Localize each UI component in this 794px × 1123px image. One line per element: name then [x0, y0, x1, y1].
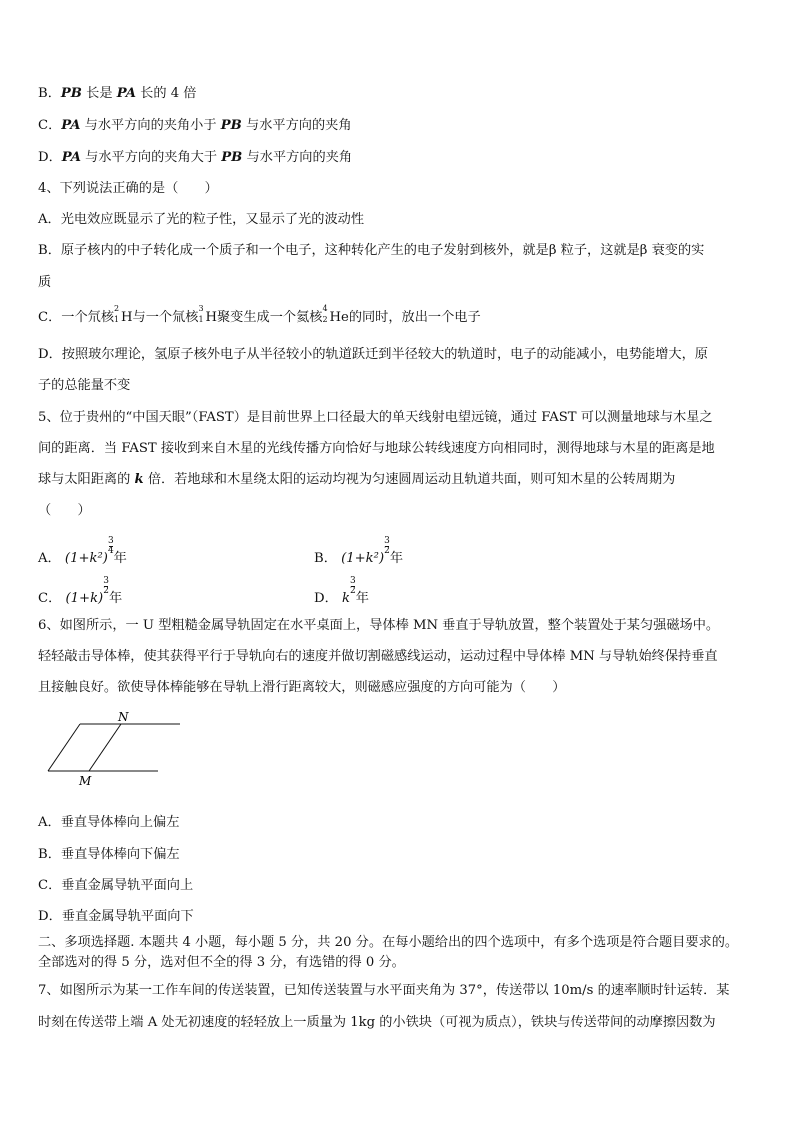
- q6-option-b: B．垂直导体棒向下偏左: [38, 847, 180, 862]
- q4-option-c: C．一个氘核 2 1 H与一个氚核 3 1 H聚变生成一个氦核 4 2 He的同时，放出一个电子: [38, 304, 481, 325]
- q7-stem-line1: 7、如图所示为某一工作车间的传送装置，已知传送装置与水平面夹角为 37°，传送带以 10m/s 的速率顺时针运转．某: [38, 983, 730, 998]
- q6-option-c: C．垂直金属导轨平面向上: [38, 878, 194, 893]
- section2-heading-line2: 全部选对的得 5 分，选对但不全的得 3 分，有选错的得 0 分。: [38, 955, 405, 970]
- q6-option-d: D．垂直金属导轨平面向下: [38, 909, 194, 924]
- q5-option-a: A． (1+k²) $\frac{3}{4}$ 年: [38, 536, 127, 566]
- q5-stem-line2: 间的距离．当 FAST 接收到来自木星的光线传播方向恰好与地球公转线速度方向相同时，测得地球与木星的距离是地: [38, 441, 715, 456]
- q6-stem-line2: 轻轻敲击导体棒，使其获得平行于导轨向右的速度并做切割磁感线运动，运动过程中导体棒 MN 与导轨始终保持垂直: [38, 649, 718, 664]
- rod-mn: [89, 724, 121, 771]
- helium-nucleus: 4 2 He: [322, 304, 349, 325]
- q7-stem-line2: 时刻在传送带上端 A 处无初速度的轻轻放上一质量为 1kg 的小铁块（可视为质点），铁块与传送带间的动摩擦因数为: [38, 1015, 716, 1030]
- rail-end: [48, 724, 80, 771]
- q5-option-b: B． (1+k²) $\frac{3}{2}$ 年: [314, 536, 404, 566]
- q4-option-d: D．按照玻尔理论，氢原子核外电子从半径较小的轨道跃迁到半径较大的轨道时，电子的动能减小，电势能增大，原: [38, 347, 708, 362]
- q4-stem: 4、下列说法正确的是（ ）: [38, 181, 218, 196]
- q5-stem-line1: 5、位于贵州的“中国天眼”（FAST）是目前世界上口径最大的单天线射电望远镜，通过 FAST 可以测量地球与木星之: [38, 410, 713, 425]
- q5-stem-line3: 球与太阳距离的 k 倍．若地球和木星绕太阳的运动均视为匀速圆周运动且轨道共面，则可知木星的公转周期为: [38, 472, 676, 487]
- section2-heading-line1: 二、多项选择题. 本题共 4 小题，每小题 5 分，共 20 分。在每小题给出的四个选项中，有多个选项是符合题目要求的。: [38, 935, 739, 950]
- deuterium-nucleus: 2 1 H: [114, 304, 133, 325]
- q4-option-d-cont: 子的总能量不变: [38, 378, 131, 393]
- q3-option-d: D．PA 与水平方向的夹角大于 PB 与水平方向的夹角: [38, 150, 353, 165]
- tritium-nucleus: 3 1 H: [198, 304, 217, 325]
- q6-stem-line1: 6、如图所示，一 U 型粗糙金属导轨固定在水平桌面上，导体棒 MN 垂直于导轨放置，整个装置处于某匀强磁场中。: [38, 618, 720, 633]
- label-m: M: [79, 774, 92, 788]
- q5-option-d: D． k $\frac{3}{2}$ 年: [314, 576, 369, 606]
- q4-option-a: A．光电效应既显示了光的粒子性，又显示了光的波动性: [38, 212, 365, 227]
- q6-option-a: A．垂直导体棒向上偏左: [38, 815, 180, 830]
- rail-diagram: [40, 710, 190, 790]
- q3-option-c: C．PA 与水平方向的夹角小于 PB 与水平方向的夹角: [38, 118, 352, 133]
- q4-option-b: B．原子核内的中子转化成一个质子和一个电子，这种转化产生的电子发射到核外，就是β 粒子，这就是β 衰变的实: [38, 243, 705, 258]
- label-n: N: [118, 710, 129, 724]
- q3-option-b: B．PB 长是 PA 长的 4 倍: [38, 86, 197, 101]
- q6-stem-line3: 且接触良好。欲使导体棒能够在导轨上滑行距离较大，则磁感应强度的方向可能为（ ）: [38, 680, 566, 695]
- q5-stem-line4: （ ）: [38, 503, 91, 518]
- q5-option-c: C． (1+k) $\frac{3}{2}$ 年: [38, 576, 123, 606]
- q4-option-b-cont: 质: [38, 275, 52, 290]
